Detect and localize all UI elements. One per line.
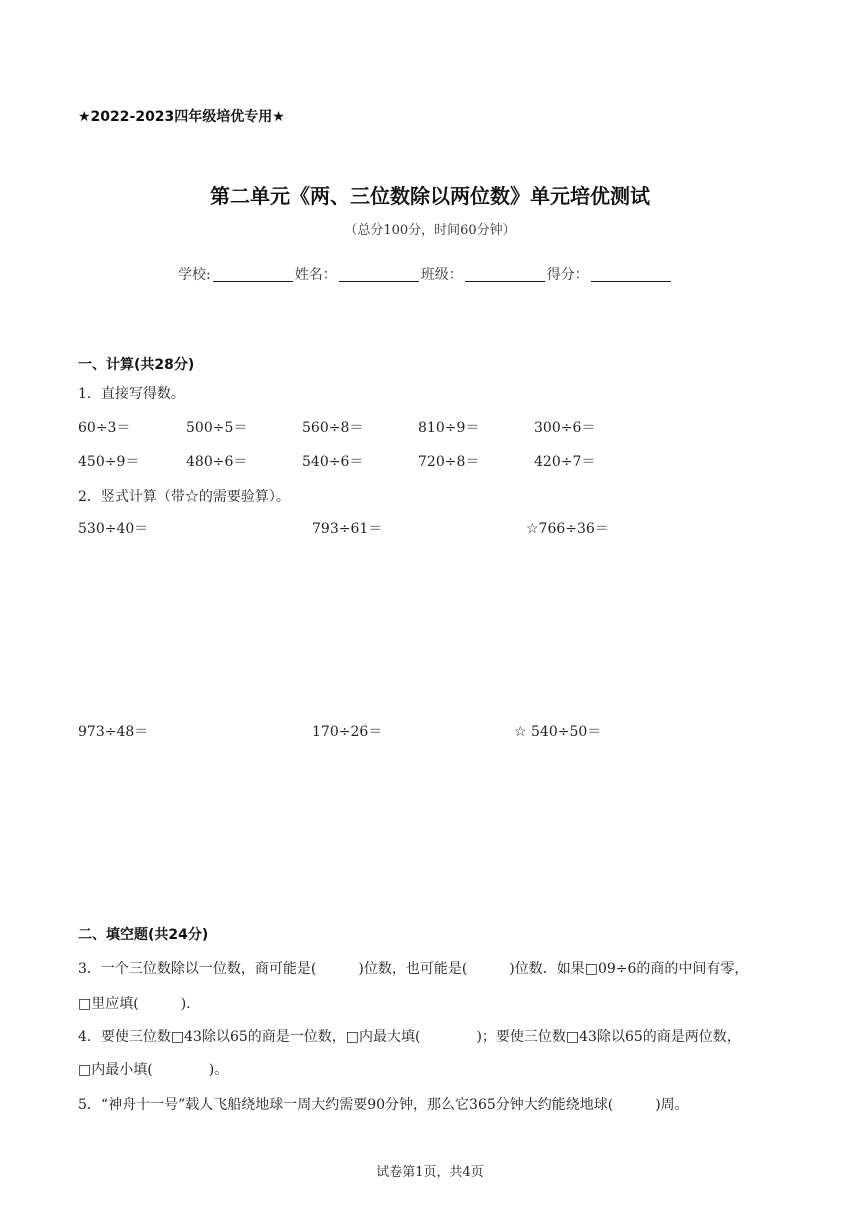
oral-problem: 720÷8＝ (418, 454, 480, 470)
oral-problem: 480÷6＝ (186, 454, 248, 470)
oral-problem: 420÷7＝ (534, 454, 596, 470)
oral-problem: 450÷9＝ (78, 454, 140, 470)
vertical-problem: 170÷26＝ (312, 724, 383, 740)
section1-heading: 一、计算(共28分) (78, 357, 195, 373)
vertical-problem: ☆ 540÷50＝ (514, 724, 602, 740)
name-label: 姓名： (294, 267, 337, 283)
oral-problem: 810÷9＝ (418, 420, 480, 436)
banner: ★2022-2023四年级培优专用★ (78, 109, 285, 125)
name-blank[interactable] (339, 267, 419, 282)
oral-problem: 540÷6＝ (302, 454, 364, 470)
score-label: 得分： (546, 267, 589, 283)
page-number: 试卷第1页，共4页 (376, 1165, 484, 1180)
class-blank[interactable] (465, 267, 545, 282)
vertical-problem: ☆766÷36＝ (526, 521, 609, 537)
q2-label: 2．竖式计算（带☆的需要验算）。 (78, 489, 290, 505)
q4-text: 4．要使三位数□43除以65的商是一位数，□内最大填( )；要使三位数□43除以65的商是两位数， (78, 1029, 741, 1045)
page-subtitle: （总分100分，时间60分钟） (344, 223, 516, 238)
page-title: 第二单元《两、三位数除以两位数》单元培优测试 (210, 184, 650, 208)
school-label: 学校: (178, 267, 211, 283)
class-label: 班级： (420, 267, 463, 283)
vertical-problem: 530÷40＝ (78, 521, 149, 537)
vertical-problem: 973÷48＝ (78, 724, 149, 740)
oral-problem: 560÷8＝ (302, 420, 364, 436)
q3-text-cont: □里应填( ). (78, 996, 191, 1012)
vertical-problem: 793÷61＝ (312, 521, 383, 537)
score-blank[interactable] (591, 267, 671, 282)
student-info-line (178, 264, 673, 284)
q1-label: 1．直接写得数。 (78, 386, 185, 402)
q3-text: 3．一个三位数除以一位数，商可能是( )位数，也可能是( )位数．如果□09÷6的商的中间有零， (78, 961, 749, 977)
section2-heading: 二、填空题(共24分) (78, 927, 209, 943)
oral-problem: 500÷5＝ (186, 420, 248, 436)
school-blank[interactable] (213, 267, 293, 282)
oral-problem: 60÷3＝ (78, 420, 131, 436)
oral-problem: 300÷6＝ (534, 420, 596, 436)
q5-text: 5．“神舟十一号”载人飞船绕地球一周大约需要90分钟，那么它365分钟大约能绕地球( )周。 (78, 1097, 689, 1113)
q4-text-cont: □内最小填( )。 (78, 1062, 229, 1078)
